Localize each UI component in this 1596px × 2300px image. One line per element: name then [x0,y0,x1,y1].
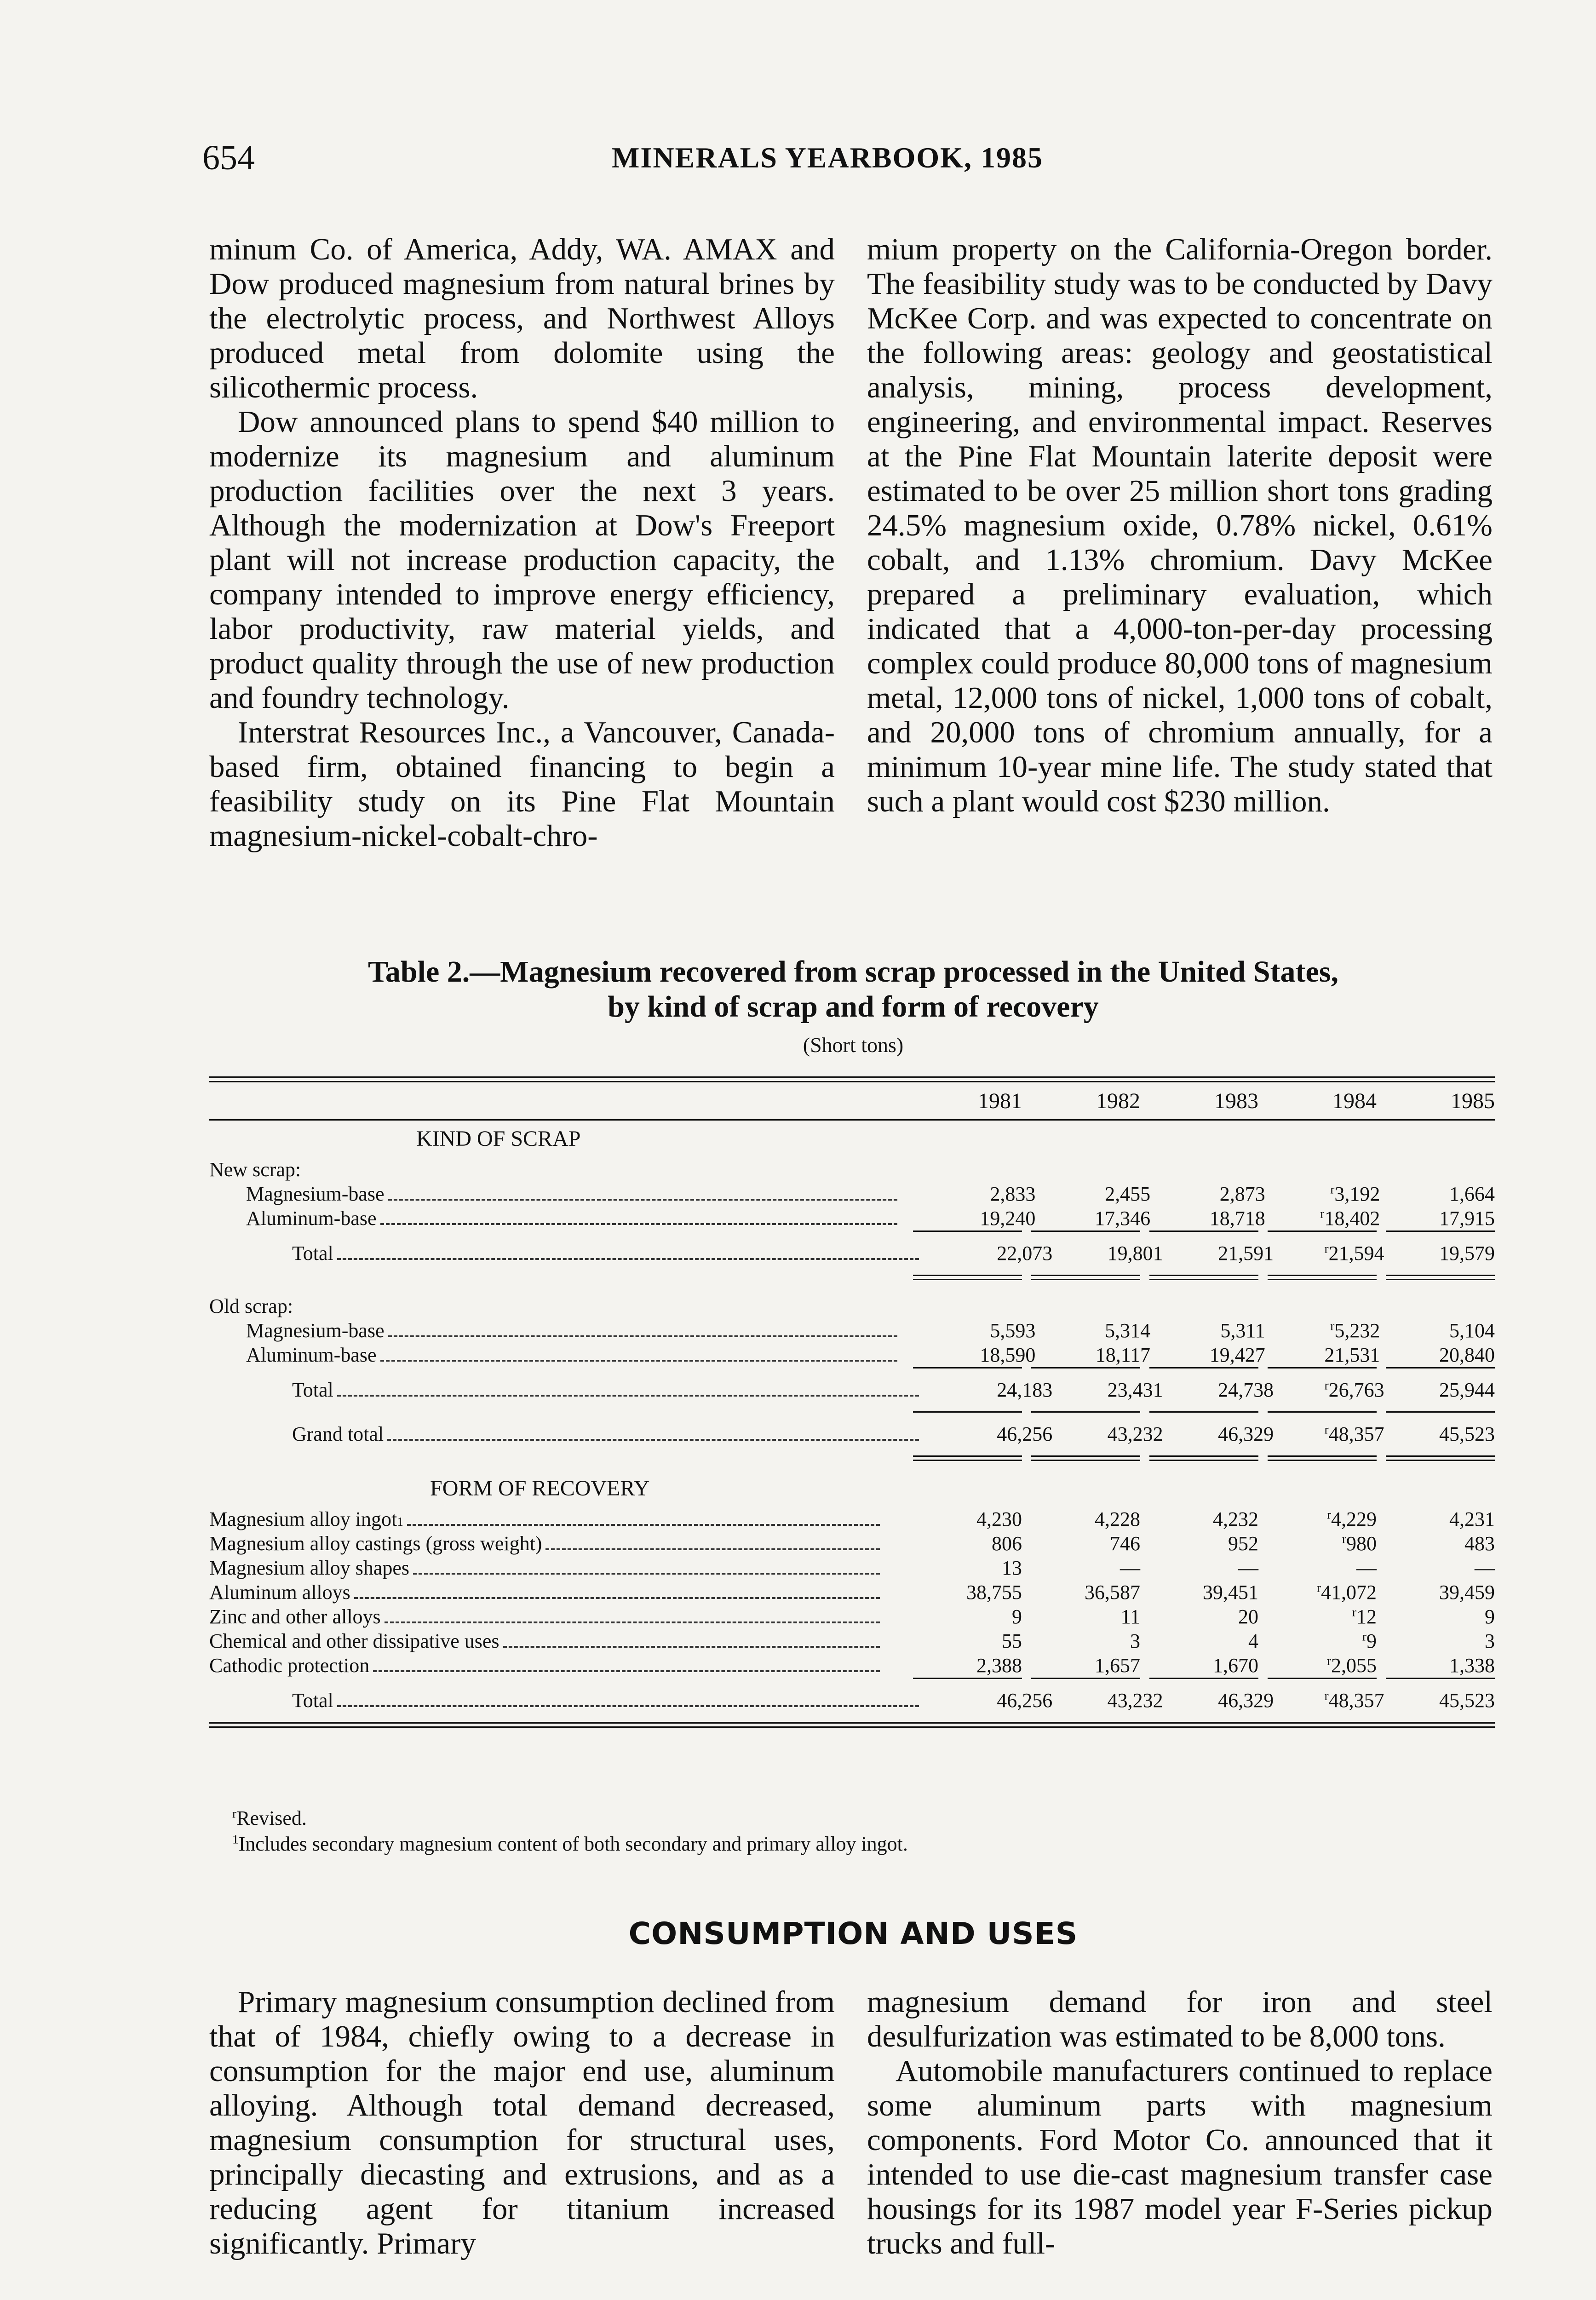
table-cell: 9 [1012,1605,1022,1628]
table-cell: 17,915 [1439,1207,1495,1230]
row-label: Magnesium alloy shapes [209,1556,885,1580]
table-cell: $^r$48,357 [1324,1422,1384,1445]
table-row [209,1206,1495,1230]
year-header: 1981 [978,1088,1022,1113]
row-label: Zinc and other alloys [209,1604,885,1629]
table-cell: $^r$48,357 [1324,1689,1384,1712]
group-label: New scrap: [209,1158,301,1181]
table-cell: 46,329 [1218,1423,1274,1445]
row-label: Total [209,1688,924,1713]
year-header: 1985 [1451,1088,1495,1113]
table-cell: 19,579 [1439,1242,1495,1265]
table-cell: 39,459 [1439,1581,1495,1604]
paragraph: Interstrat Resources Inc., a Vancouver, Canada-based firm, obtained financing to begin a feasibility study on its Pine Flat Mountain magnesium-nickel-cobalt-chro- [209,715,835,853]
revised-mark: r [1342,1532,1346,1546]
table-cell: 18,590 [980,1344,1036,1366]
table-cell: 3 [1485,1630,1495,1652]
row-label: Cathodic protection [209,1653,885,1678]
section-head-recovery: FORM OF RECOVERY [430,1476,650,1501]
leader-dots [413,1573,880,1575]
table-cell: 18,117 [1095,1344,1151,1366]
table-cell: 4,231 [1449,1508,1495,1530]
table-row [209,1688,1495,1713]
table-cell: $^r$4,229 [1326,1507,1377,1530]
row-label: Magnesium-base [209,1318,903,1343]
new-total-row [209,1241,1495,1265]
leader-dots [388,1335,897,1337]
revised-mark: r [1330,1182,1335,1196]
leader-dots [380,1360,897,1362]
revised-mark: r [1316,1581,1321,1595]
table-cell: 19,801 [1107,1242,1163,1265]
recovery-rows [209,1507,1495,1678]
leader-dots [380,1223,897,1225]
revised-mark: r [1326,1654,1331,1668]
row-label: Aluminum-base [209,1206,903,1230]
table-cell: 2,873 [1219,1183,1265,1205]
row-label: Aluminum-base [209,1343,903,1367]
revised-mark: r [1324,1242,1329,1256]
table-cell: 746 [1110,1532,1140,1555]
table-bottom-rule [209,1722,1495,1728]
table-cell: 1,670 [1213,1654,1258,1677]
old-scrap-rows [209,1318,1495,1367]
table-cell: 806 [992,1532,1022,1555]
text-column-right [867,232,1493,853]
recovery-total-row [209,1688,1495,1713]
leader-dots [337,1705,919,1707]
table-cell: 45,523 [1439,1689,1495,1712]
table-cell: 3 [1130,1630,1140,1652]
table-title [202,954,1504,1024]
table-row [209,1182,1495,1206]
table-cell: 24,183 [997,1379,1053,1401]
table-row [209,1531,1495,1556]
table-cell: 36,587 [1085,1581,1140,1604]
grand-total-row [209,1422,1495,1446]
revised-mark: r [1330,1319,1335,1333]
table-cell: 46,256 [997,1689,1053,1712]
group-label: Old scrap: [209,1295,293,1317]
table-row [209,1318,1495,1343]
table-title-line: by kind of scrap and form of recovery [608,990,1099,1024]
leader-dots [545,1548,880,1550]
table-row [209,1604,1495,1629]
paragraph: Automobile manufacturers continued to replace some aluminum parts with magnesium components. Ford Motor Co. announced that it intended to use die-cast magnesium transfer case housings for its 1987 model year F-Series pickup trucks and full- [867,2054,1493,2260]
running-title: MINERALS YEARBOOK, 1985 [612,141,1043,174]
table-row [209,1629,1495,1653]
text-column-left [209,232,835,853]
table-cell: 952 [1228,1532,1258,1555]
top-text-columns [209,232,1493,853]
table-cell: 2,388 [976,1654,1022,1677]
table-cell: $^r$21,594 [1324,1242,1384,1265]
row-label: Magnesium-base [209,1182,903,1206]
row-label: Magnesium alloy castings (gross weight) [209,1531,885,1556]
year-header-row [209,1082,1495,1119]
table-cell: 55 [1002,1630,1022,1652]
table-row [209,1507,1495,1531]
text-column-right [867,1985,1493,2261]
revised-mark: r [1352,1605,1356,1619]
table-cell: $^r$980 [1342,1532,1377,1555]
footnotes [232,1806,908,1857]
leader-dots [503,1646,880,1648]
revised-mark: r [1324,1422,1329,1437]
table-cell: — [1120,1557,1140,1579]
table-cell: 1,338 [1449,1654,1495,1677]
table-row [209,1653,1495,1678]
section-head-kind: KIND OF SCRAP [416,1127,581,1151]
revised-mark: r [1362,1629,1366,1644]
table-cell: 43,232 [1107,1423,1163,1445]
footnote: $^1$Includes secondary magnesium content of both secondary and primary alloy ingot. [232,1832,908,1855]
table-cell: 46,329 [1218,1689,1274,1712]
text-column-left [209,1985,835,2261]
table-cell: 4,228 [1095,1508,1140,1530]
table-cell: $^r$18,402 [1320,1207,1380,1230]
table-row [209,1378,1495,1402]
paragraph: magnesium demand for iron and steel desulfurization was estimated to be 8,000 tons. [867,1985,1493,2053]
table-cell: 25,944 [1439,1379,1495,1401]
table-cell: 20,840 [1439,1344,1495,1366]
leader-dots [354,1597,880,1599]
page-header [202,138,1504,189]
table-row [209,1241,1495,1265]
leader-dots [337,1395,919,1397]
table-cell: 2,455 [1105,1183,1151,1205]
table-cell: 21,591 [1218,1242,1274,1265]
table-cell: 5,311 [1220,1319,1265,1342]
table-cell: 20 [1238,1605,1258,1628]
year-header: 1984 [1332,1088,1377,1113]
table-cell: — [1475,1557,1495,1579]
leader-dots [388,1199,897,1201]
table-cell: 1,657 [1095,1654,1140,1677]
table-cell: 483 [1464,1532,1495,1555]
table-cell: 19,240 [980,1207,1036,1230]
section-title: CONSUMPTION AND USES [628,1916,1078,1951]
table-cell: — [1238,1557,1258,1579]
table-cell: $^r$2,055 [1326,1654,1377,1677]
leader-dots [373,1670,880,1672]
row-label: Total [209,1241,924,1265]
row-label: Magnesium alloy ingot 1 [209,1507,885,1531]
footnote: $^r$Revised. [232,1806,307,1829]
table-cell: 4,230 [976,1508,1022,1530]
row-label: Total [209,1378,924,1402]
table-cell: $^r$26,763 [1324,1378,1384,1401]
table-cell: $^r$3,192 [1330,1182,1380,1205]
row-label: Chemical and other dissipative uses [209,1629,885,1653]
table-cell: 22,073 [997,1242,1053,1265]
table-cell: 45,523 [1439,1423,1495,1445]
table-cell: 5,314 [1105,1319,1151,1342]
table-cell: $^r$9 [1362,1629,1377,1652]
year-header: 1982 [1096,1088,1140,1113]
scrap-table [209,1076,1495,1728]
row-label: Aluminum alloys [209,1580,885,1604]
old-total-row [209,1378,1495,1402]
table-row [209,1422,1495,1446]
revised-mark: r [1326,1507,1331,1522]
table-units: (Short tons) [803,1033,904,1057]
table-cell: — [1356,1557,1377,1579]
table-cell: 23,431 [1107,1379,1163,1401]
table-title-line: Table 2.—Magnesium recovered from scrap processed in the United States, [367,955,1339,989]
table-cell: 11 [1120,1605,1140,1628]
revised-mark: r [1320,1207,1325,1221]
year-header: 1983 [1214,1088,1258,1113]
table-cell: $^r$5,232 [1330,1319,1380,1342]
table-cell: 19,427 [1209,1344,1265,1366]
table-cell: 9 [1485,1605,1495,1628]
paragraph: Primary magnesium consumption declined from that of 1984, chiefly owing to a decrease in consumption for the major end use, aluminum alloying. Although total demand decreased, magnesium consumption for structural uses, principally diecasting and extrusions, and as a reducing agent for titanium increased significantly. Primary [209,1985,835,2260]
table-cell: 4 [1248,1630,1258,1652]
table-cell: 2,833 [990,1183,1036,1205]
table-cell: 1,664 [1449,1183,1495,1205]
table-cell: 5,104 [1449,1319,1495,1342]
table-cell: 13 [1002,1557,1022,1579]
page-number: 654 [202,138,255,177]
leader-dots [407,1524,880,1526]
leader-dots [337,1258,919,1260]
bottom-text-columns [209,1985,1493,2261]
table-row [209,1580,1495,1604]
new-scrap-rows [209,1182,1495,1230]
paragraph: Dow announced plans to spend $40 million to modernize its magnesium and aluminum production facilities over the next 3 years. Although the modernization at Dow's Freeport plant will not increase production capacity, the company intended to improve energy efficiency, labor productivity, raw material yields, and product quality through the use of new production and foundry technology. [209,405,835,715]
table-cell: 46,256 [997,1423,1053,1445]
revised-mark: r [1324,1689,1329,1703]
paragraph: mium property on the California-Oregon border. The feasibility study was to be conducted by Davy McKee Corp. and was expected to concentrate on the following areas: geology and geostatistical analysis, mining, process development, engineering, and environmental impact. Reserves at the Pine Flat Mountain laterite deposit were estimated to be over 25 million short tons grading 24.5% magnesium oxide, 0.78% nickel, 0.61% cobalt, and 1.13% chromium. Davy McKee prepared a preliminary evaluation, which indicated that a 4,000-ton-per-day processing complex could produce 80,000 tons of magnesium metal, 12,000 tons of nickel, 1,000 tons of cobalt, and 20,000 tons of chromium annually, for a minimum 10-year mine life. The study stated that such a plant would cost $230 million. [867,232,1493,818]
table-cell: 43,232 [1107,1689,1163,1712]
table-cell: 5,593 [990,1319,1036,1342]
table-cell: 38,755 [966,1581,1022,1604]
table-cell: 21,531 [1324,1344,1380,1366]
table-cell: 17,346 [1095,1207,1151,1230]
table-cell: 18,718 [1209,1207,1265,1230]
row-label: Grand total [209,1422,924,1446]
leader-dots [387,1439,919,1441]
table-row [209,1343,1495,1367]
table-cell: 39,451 [1203,1581,1258,1604]
table-cell: 4,232 [1213,1508,1258,1530]
table-cell: $^r$12 [1352,1605,1377,1628]
revised-mark: r [1324,1378,1329,1392]
paragraph: minum Co. of America, Addy, WA. AMAX and Dow produced magnesium from natural brines by the electrolytic process, and Northwest Alloys produced metal from dolomite using the silicothermic process. [209,232,835,404]
table-row [209,1556,1495,1580]
leader-dots [385,1622,880,1623]
table-cell: $^r$41,072 [1316,1581,1377,1604]
table-top-rule [209,1076,1495,1082]
table-cell: 24,738 [1218,1379,1274,1401]
